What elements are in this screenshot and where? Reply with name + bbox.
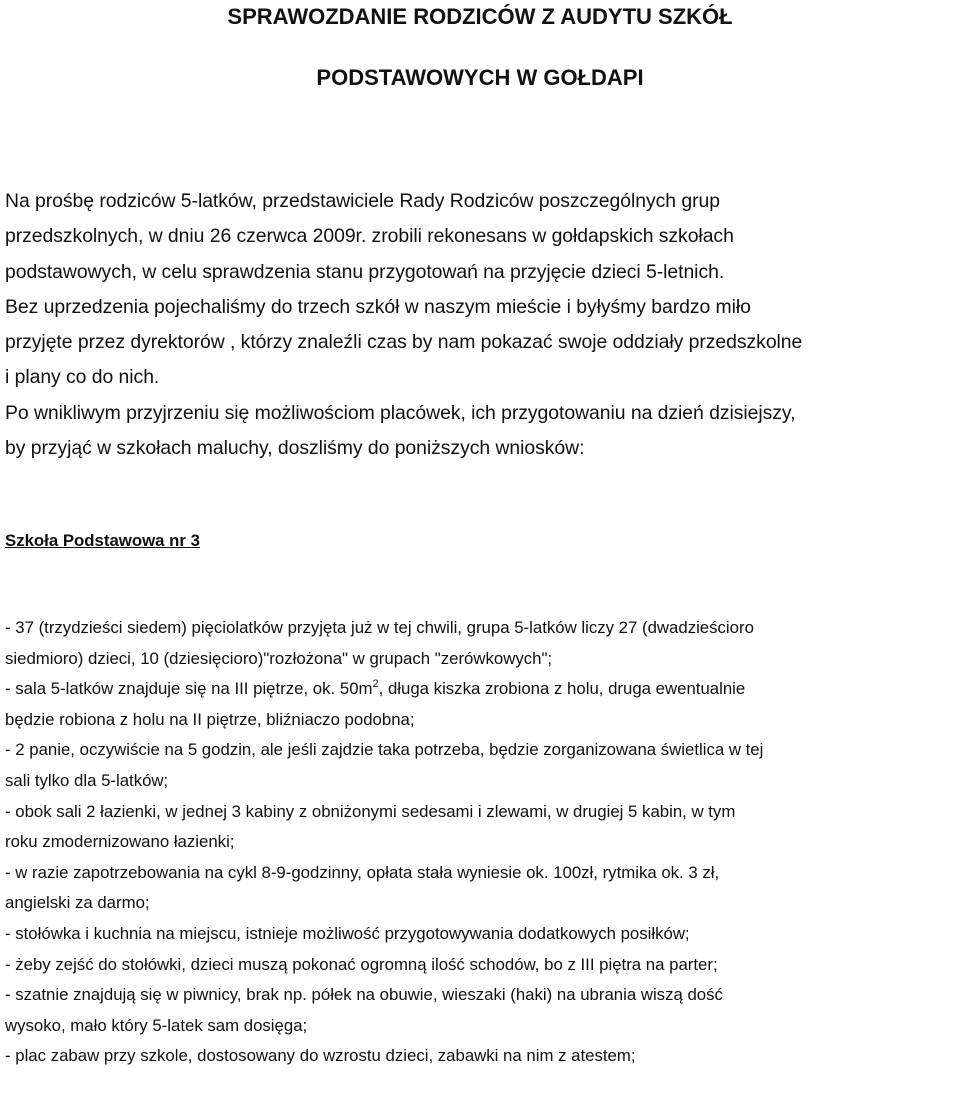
- intro-line: przedszkolnych, w dniu 26 czerwca 2009r. zrobili rekonesans w gołdapskich szkołach: [5, 225, 734, 248]
- list-item-line: - szatnie znajdują się w piwnicy, brak np. półek na obuwie, wieszaki (haki) na ubrania wiszą dość: [5, 985, 723, 1005]
- list-item-line: będzie robiona z holu na II piętrze, bliźniaczo podobna;: [5, 709, 415, 729]
- document-title-line-1: SPRAWOZDANIE RODZICÓW Z AUDYTU SZKÓŁ: [227, 4, 733, 29]
- list-item-line: - 2 panie, oczywiście na 5 godzin, ale jeśli zajdzie taka potrzeba, będzie zorganizowana świetlica w tej: [5, 740, 764, 760]
- list-item-line: sali tylko dla 5-latków;: [5, 770, 169, 790]
- intro-line: by przyjąć w szkołach maluchy, doszliśmy do poniższych wniosków:: [5, 437, 585, 460]
- intro-line: przyjęte przez dyrektorów , którzy znaleźli czas by nam pokazać swoje oddziały przedszkolne: [5, 331, 803, 354]
- intro-line: Na prośbę rodziców 5-latków, przedstawiciele Rady Rodziców poszczególnych grup: [5, 190, 720, 212]
- list-item-line: - stołówka i kuchnia na miejscu, istnieje możliwość przygotowywania dodatkowych posiłków;: [5, 923, 690, 943]
- list-item-line: roku zmodernizowano łazienki;: [5, 832, 235, 852]
- intro-line: podstawowych, w celu sprawdzenia stanu przygotowań na przyjęcie dzieci 5-letnich.: [5, 260, 725, 283]
- intro-line: Bez uprzedzenia pojechaliśmy do trzech szkół w naszym mieście i byłyśmy bardzo miło: [5, 295, 751, 318]
- list-item-text: , długa kiszka zrobiona z holu, druga ewentualnie: [378, 679, 746, 699]
- list-item-text: - sala 5-latków znajduje się na III piętrze, ok. 50m: [5, 679, 373, 699]
- list-item-line: - plac zabaw przy szkole, dostosowany do wzrostu dzieci, zabawki na nim z atestem;: [5, 1046, 636, 1066]
- intro-paragraph: [5, 184, 957, 466]
- intro-line: Po wnikliwym przyjrzeniu się możliwościom placówek, ich przygotowaniu na dzień dzisiejszy,: [5, 401, 796, 424]
- list-item-line: angielski za darmo;: [5, 893, 150, 913]
- list-item-line: - 37 (trzydzieści siedem) pięciolatków przyjęta już w tej chwili, grupa 5-latków liczy 27 (dwadzieścioro: [5, 618, 754, 637]
- list-item-line: siedmioro) dzieci, 10 (dziesięcioro)"rozłożona" w grupach "zerówkowych";: [5, 648, 553, 668]
- list-item-line: - żeby zejść do stołówki, dzieci muszą pokonać ogromną ilość schodów, bo z III piętra na parter;: [5, 954, 718, 974]
- document-title-line-2: PODSTAWOWYCH W GOŁDAPI: [316, 65, 644, 90]
- list-item-line: [5, 674, 957, 705]
- list-item-line: - w razie zapotrzebowania na cykl 8-9-godzinny, opłata stała wyniesie ok. 100zł, rytmika ok. 3 zł,: [5, 862, 720, 882]
- list-item-line: - obok sali 2 łazienki, w jednej 3 kabiny z obniżonymi sedesami i zlewami, w drugiej 5 kabin, w tym: [5, 801, 736, 821]
- section-heading-school-3: Szkoła Podstawowa nr 3: [5, 531, 200, 550]
- school-findings-list: [5, 613, 957, 1072]
- list-item-line: wysoko, mało który 5-latek sam dosięga;: [5, 1015, 308, 1035]
- intro-line: i plany co do nich.: [5, 366, 160, 389]
- superscript-exponent: 2: [372, 677, 379, 690]
